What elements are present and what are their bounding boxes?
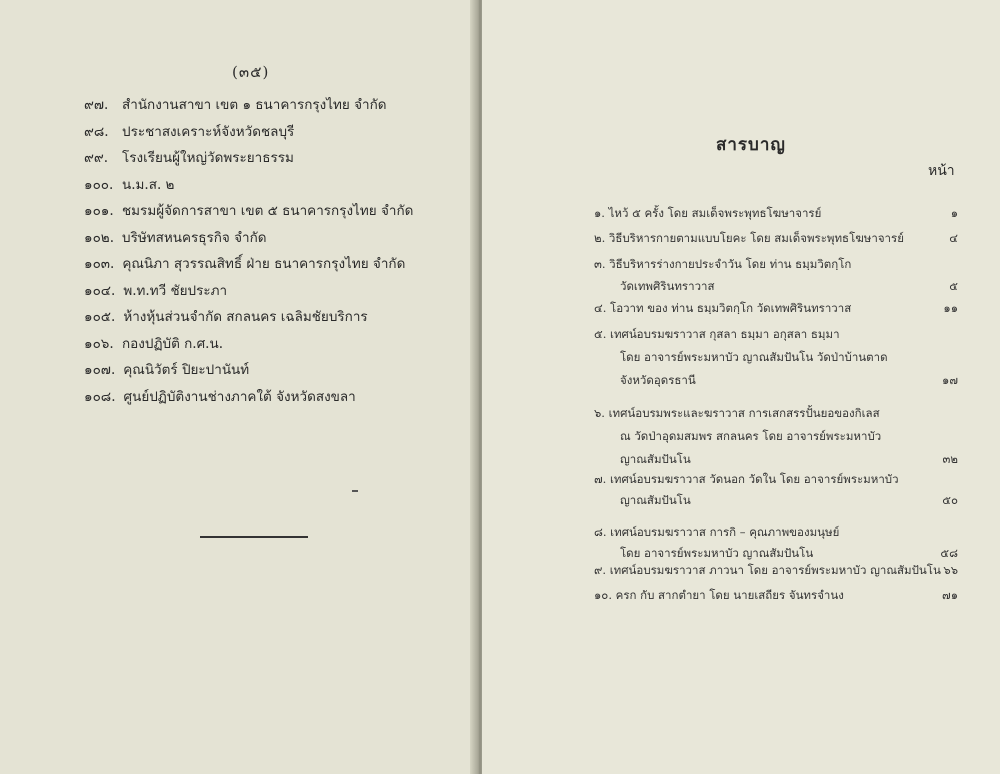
toc-line: ณ วัดป่าอุดมสมพร สกลนคร โดย อาจารย์พระมหาบัว: [620, 429, 882, 443]
toc-line: ๖. เทศน์อบรมพระและฆราวาส การเสกสรรปั้นยอของกิเลส: [594, 406, 880, 420]
list-item-number: ๑๐๔.: [84, 282, 116, 299]
toc-title: สารบาญ: [716, 135, 786, 155]
toc-page-number: ๖๖: [943, 563, 958, 577]
list-item-number: ๑๐๓.: [84, 256, 115, 272]
list-item: [84, 226, 413, 253]
list-item: [84, 332, 413, 359]
list-item-text: กองปฏิบัติ ก.ศ.น.: [122, 335, 223, 352]
list-item: [84, 305, 413, 332]
toc-line: ญาณสัมปันโน: [620, 452, 691, 466]
sponsor-list: [84, 93, 413, 411]
toc-line: ๙. เทศน์อบรมฆราวาส ภาวนา โดย อาจารย์พระมหาบัว ญาณสัมปันโน: [594, 563, 941, 577]
list-item-number: ๑๐๑.: [84, 203, 114, 219]
toc-line: ๔. โอวาท ของ ท่าน ธมฺมวิตกฺโก วัดเทพศิรินทราวาส: [594, 301, 852, 315]
list-item-number: ๑๐๗.: [84, 362, 116, 378]
toc-line: ๒. วิธีบริหารกายตามแบบโยคะ โดย สมเด็จพระพุทธโฆษาจารย์: [594, 231, 904, 245]
list-item-text: โรงเรียนผู้ใหญ่วัดพระยาธรรม: [122, 150, 294, 166]
left-page: [0, 0, 478, 774]
toc-page-number: ๕๘: [940, 546, 958, 560]
list-item-text: ศูนย์ปฏิบัติงานช่างภาคใต้ จังหวัดสงขลา: [123, 388, 356, 405]
list-item-text: ห้างหุ้นส่วนจำกัด สกลนคร เฉลิมชัยบริการ: [123, 309, 368, 325]
toc-line: ญาณสัมปันโน: [620, 493, 691, 507]
toc-page-number: ๑: [950, 206, 958, 220]
list-item: [84, 120, 413, 147]
toc-page-number: ๑๑: [943, 301, 958, 315]
list-item-number: ๙๙.: [84, 150, 109, 166]
list-item-number: ๑๐๖.: [84, 335, 114, 352]
list-item: [84, 385, 413, 412]
list-item-number: ๑๐๐.: [84, 176, 114, 193]
toc-line: วัดเทพศิรินทราวาส: [620, 279, 715, 293]
toc-line: ๓. วิธีบริหารร่างกายประจำวัน โดย ท่าน ธมฺมวิตกฺโก: [594, 257, 852, 271]
list-item: [84, 93, 413, 120]
toc-page-number: ๕๐: [942, 493, 958, 507]
right-page: [482, 0, 1000, 774]
list-item: [84, 279, 413, 306]
page-column-label: หน้า: [928, 163, 955, 179]
list-item: [84, 173, 413, 200]
list-item-number: ๑๐๒.: [84, 229, 114, 246]
toc-page-number: ๔: [949, 231, 958, 245]
list-item-text: ประชาสงเคราะห์จังหวัดชลบุรี: [122, 123, 295, 140]
toc-line: ๑. ไหว้ ๕ ครั้ง โดย สมเด็จพระพุทธโฆษาจารย์: [594, 206, 822, 220]
list-item-text: สำนักงานสาขา เขต ๑ ธนาคารกรุงไทย จำกัด: [122, 97, 387, 113]
toc-line: ๑๐. ครก กับ สากตำยา โดย นายเสถียร จันทรจำนง: [594, 588, 844, 602]
list-item: [84, 358, 413, 385]
list-item-number: ๑๐๕.: [84, 309, 116, 325]
list-item: [84, 252, 413, 279]
list-item-text: ชมรมผู้จัดการสาขา เขต ๕ ธนาคารกรุงไทย จำกัด: [122, 203, 414, 219]
toc-page-number: ๓๒: [942, 452, 958, 466]
list-item-text: น.ม.ส. ๒: [122, 176, 175, 193]
toc-line: ๗. เทศน์อบรมฆราวาส วัดนอก วัดใน โดย อาจารย์พระมหาบัว: [594, 472, 899, 486]
list-item-text: คุณนิวัตร์ ปิยะปานันท์: [123, 362, 250, 378]
small-dash-mark: [352, 490, 358, 492]
list-item-number: ๑๐๘.: [84, 388, 116, 405]
list-item-text: บริษัทสหนครธุรกิจ จำกัด: [122, 229, 267, 246]
toc-line: ๕. เทศน์อบรมฆราวาส กุสลา ธมฺมา อกุสลา ธมฺมา: [594, 327, 840, 341]
toc-page-number: ๑๗: [942, 373, 958, 387]
toc-page-number: ๕: [949, 279, 958, 293]
list-item: [84, 199, 413, 226]
toc-line: จังหวัดอุดรธานี: [620, 373, 696, 387]
list-item-text: คุณนิภา สุวรรณสิทธิ์ ฝ่าย ธนาคารกรุงไทย จำกัด: [122, 256, 406, 272]
list-item-number: ๙๘.: [84, 123, 109, 140]
toc-line: โดย อาจารย์พระมหาบัว ญาณสัมปันโน วัดป่าบ้านตาด: [620, 350, 888, 364]
page-number: (๓๕): [232, 63, 270, 81]
list-item: [84, 146, 413, 173]
closing-rule: [200, 536, 308, 538]
toc-page-number: ๗๑: [942, 588, 958, 602]
list-item-text: พ.ท.ทวี ชัยประภา: [123, 282, 228, 299]
toc-line: โดย อาจารย์พระมหาบัว ญาณสัมปันโน: [620, 546, 814, 560]
list-item-number: ๙๗.: [84, 97, 109, 113]
toc-line: ๘. เทศน์อบรมฆราวาส การกิ – คุณภาพของมนุษย์: [594, 525, 840, 539]
